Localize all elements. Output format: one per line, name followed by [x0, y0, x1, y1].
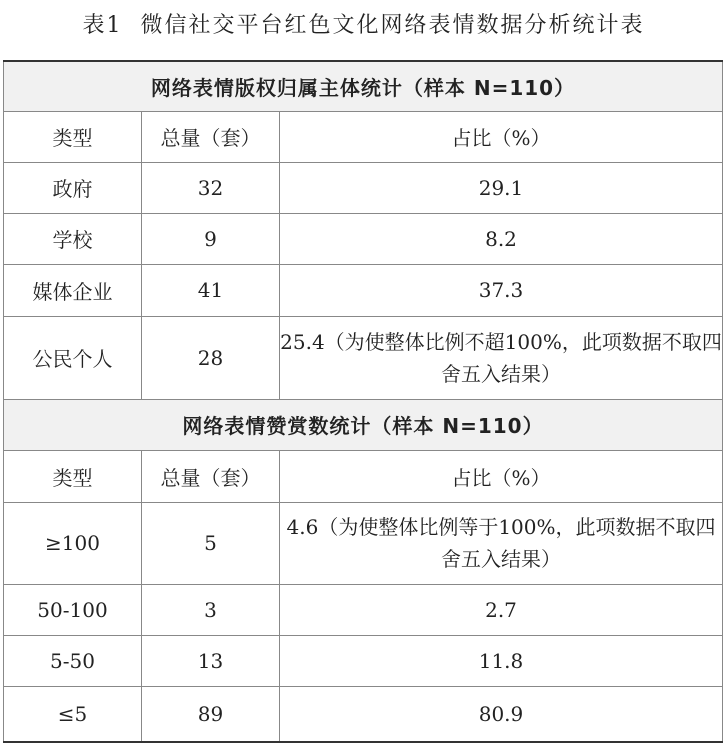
- table-caption: [0, 6, 727, 46]
- cell-type: 政府: [4, 162, 142, 213]
- table-row: [4, 213, 723, 264]
- cell-percent-note: 25.4（为使整体比例不超100%，此项数据不取四舍五入结果）: [280, 316, 723, 399]
- table-row: [4, 502, 723, 584]
- cell-percent-note: 4.6（为使整体比例等于100%，此项数据不取四舍五入结果）: [280, 502, 723, 584]
- column-header-row: [4, 450, 723, 502]
- cell-type: 50-100: [4, 584, 142, 635]
- section-header-copyright: [4, 61, 723, 111]
- statistics-table: [3, 60, 723, 743]
- cell-count: 32: [142, 162, 280, 213]
- cell-type: 学校: [4, 213, 142, 264]
- cell-count: 28: [142, 316, 280, 399]
- table-row: [4, 264, 723, 316]
- cell-count: 13: [142, 635, 280, 686]
- section-header-appreciation: [4, 399, 723, 450]
- cell-percent: 37.3: [280, 264, 723, 316]
- table-row: [4, 162, 723, 213]
- column-header-row: [4, 111, 723, 162]
- section-title-appreciation: 网络表情赞赏数统计（样本 N=110）: [4, 399, 723, 450]
- cell-type: 公民个人: [4, 316, 142, 399]
- cell-percent: 29.1: [280, 162, 723, 213]
- cell-percent: 8.2: [280, 213, 723, 264]
- table-row: [4, 686, 723, 742]
- table-row: [4, 584, 723, 635]
- table-row: [4, 316, 723, 399]
- cell-count: 3: [142, 584, 280, 635]
- cell-percent: 80.9: [280, 686, 723, 742]
- cell-type: 媒体企业: [4, 264, 142, 316]
- column-header-count: 总量（套）: [142, 450, 280, 502]
- cell-type: ≤5: [4, 686, 142, 742]
- table-title: 微信社交平台红色文化网络表情数据分析统计表: [140, 13, 645, 38]
- cell-count: 5: [142, 502, 280, 584]
- column-header-percent: 占比（%）: [280, 111, 723, 162]
- cell-count: 9: [142, 213, 280, 264]
- column-header-type: 类型: [4, 111, 142, 162]
- cell-type: 5-50: [4, 635, 142, 686]
- cell-percent: 2.7: [280, 584, 723, 635]
- cell-count: 41: [142, 264, 280, 316]
- cell-percent: 11.8: [280, 635, 723, 686]
- column-header-percent: 占比（%）: [280, 450, 723, 502]
- column-header-count: 总量（套）: [142, 111, 280, 162]
- table-number: 表1: [82, 13, 123, 38]
- section-title-copyright: 网络表情版权归属主体统计（样本 N=110）: [4, 61, 723, 111]
- table-row: [4, 635, 723, 686]
- cell-type: ≥100: [4, 502, 142, 584]
- cell-count: 89: [142, 686, 280, 742]
- column-header-type: 类型: [4, 450, 142, 502]
